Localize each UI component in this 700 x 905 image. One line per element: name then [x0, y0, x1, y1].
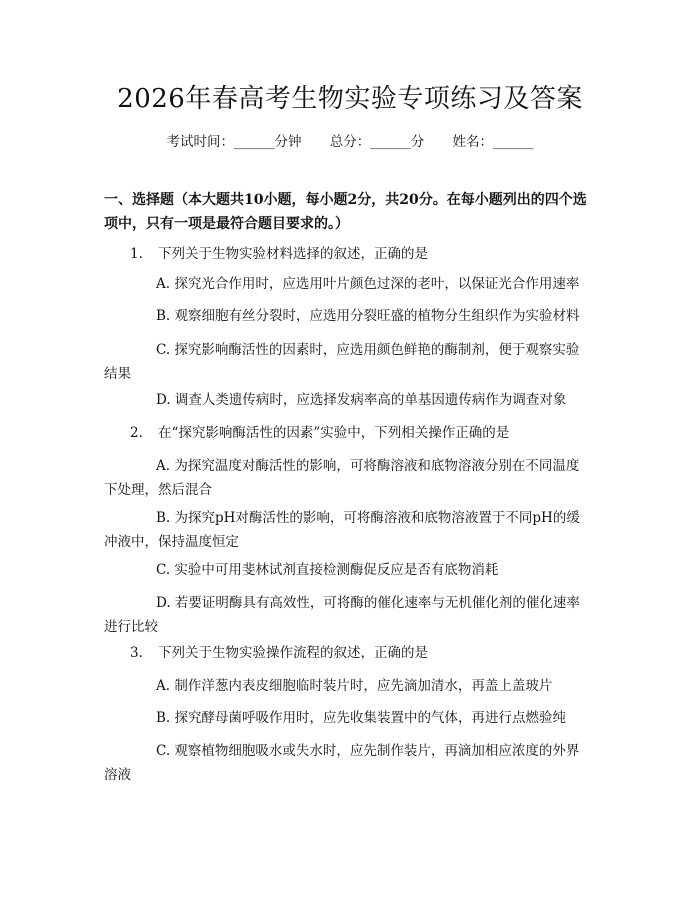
question-1-option-a: A. 探究光合作用时，应选用叶片颜色过深的老叶，以保证光合作用速率 [156, 276, 580, 292]
page-title: 2026年春高考生物实验专项练习及答案 [117, 84, 583, 114]
question-3-option-a: A. 制作洋葱内表皮细胞临时装片时，应先滴加清水，再盖上盖玻片 [156, 678, 553, 694]
question-2-option-c: C. 实验中可用斐林试剂直接检测酶促反应是否有底物消耗 [156, 562, 499, 578]
section-heading-multiple-choice: 一、选择题（本大题共10小题，每小题2分，共20分。在每小题列出的四个选项中，只有一项是最符合题目要求的。） [104, 192, 587, 232]
question-3-stem [104, 641, 596, 665]
question-number: 3. [130, 645, 143, 661]
student-name-field: 姓名：______ [452, 134, 534, 150]
question-1-option-b: B. 观察细胞有丝分裂时，应选用分裂旺盛的植物分生组织作为实验材料 [156, 308, 580, 324]
question-2-option-b: B. 为探究pH对酶活性的影响，可将酶溶液和底物溶液置于不同pH的缓冲液中，保持温度恒定 [104, 510, 580, 550]
question-1-option-c: C. 探究影响酶活性的因素时，应选用颜色鲜艳的酶制剂，便于观察实验结果 [104, 342, 580, 382]
question-2-stem [104, 421, 596, 445]
question-1-stem [104, 242, 596, 266]
question-number: 2. [130, 425, 143, 441]
question-text: 下列关于生物实验材料选择的叙述，正确的是 [158, 246, 428, 262]
question-3-option-c: C. 观察植物细胞吸水或失水时，应先制作装片，再滴加相应浓度的外界溶液 [104, 743, 580, 783]
exam-time-field: 考试时间：______分钟 [166, 134, 302, 150]
question-1-option-d: D. 调查人类遗传病时，应选择发病率高的单基因遗传病作为调查对象 [156, 392, 567, 408]
exam-info-line [0, 132, 700, 152]
question-2-option-d: D. 若要证明酶具有高效性，可将酶的催化速率与无机催化剂的催化速率进行比较 [104, 595, 580, 635]
question-text: 在“探究影响酶活性的因素”实验中，下列相关操作正确的是 [158, 425, 510, 441]
question-2-option-a: A. 为探究温度对酶活性的影响，可将酶溶液和底物溶液分别在不同温度下处理，然后混合 [104, 458, 580, 498]
total-score-field: 总分：______分 [329, 134, 425, 150]
question-text: 下列关于生物实验操作流程的叙述，正确的是 [158, 645, 428, 661]
question-3-option-b: B. 探究酵母菌呼吸作用时，应先收集装置中的气体，再进行点燃验纯 [156, 710, 567, 726]
question-number: 1. [130, 246, 143, 262]
